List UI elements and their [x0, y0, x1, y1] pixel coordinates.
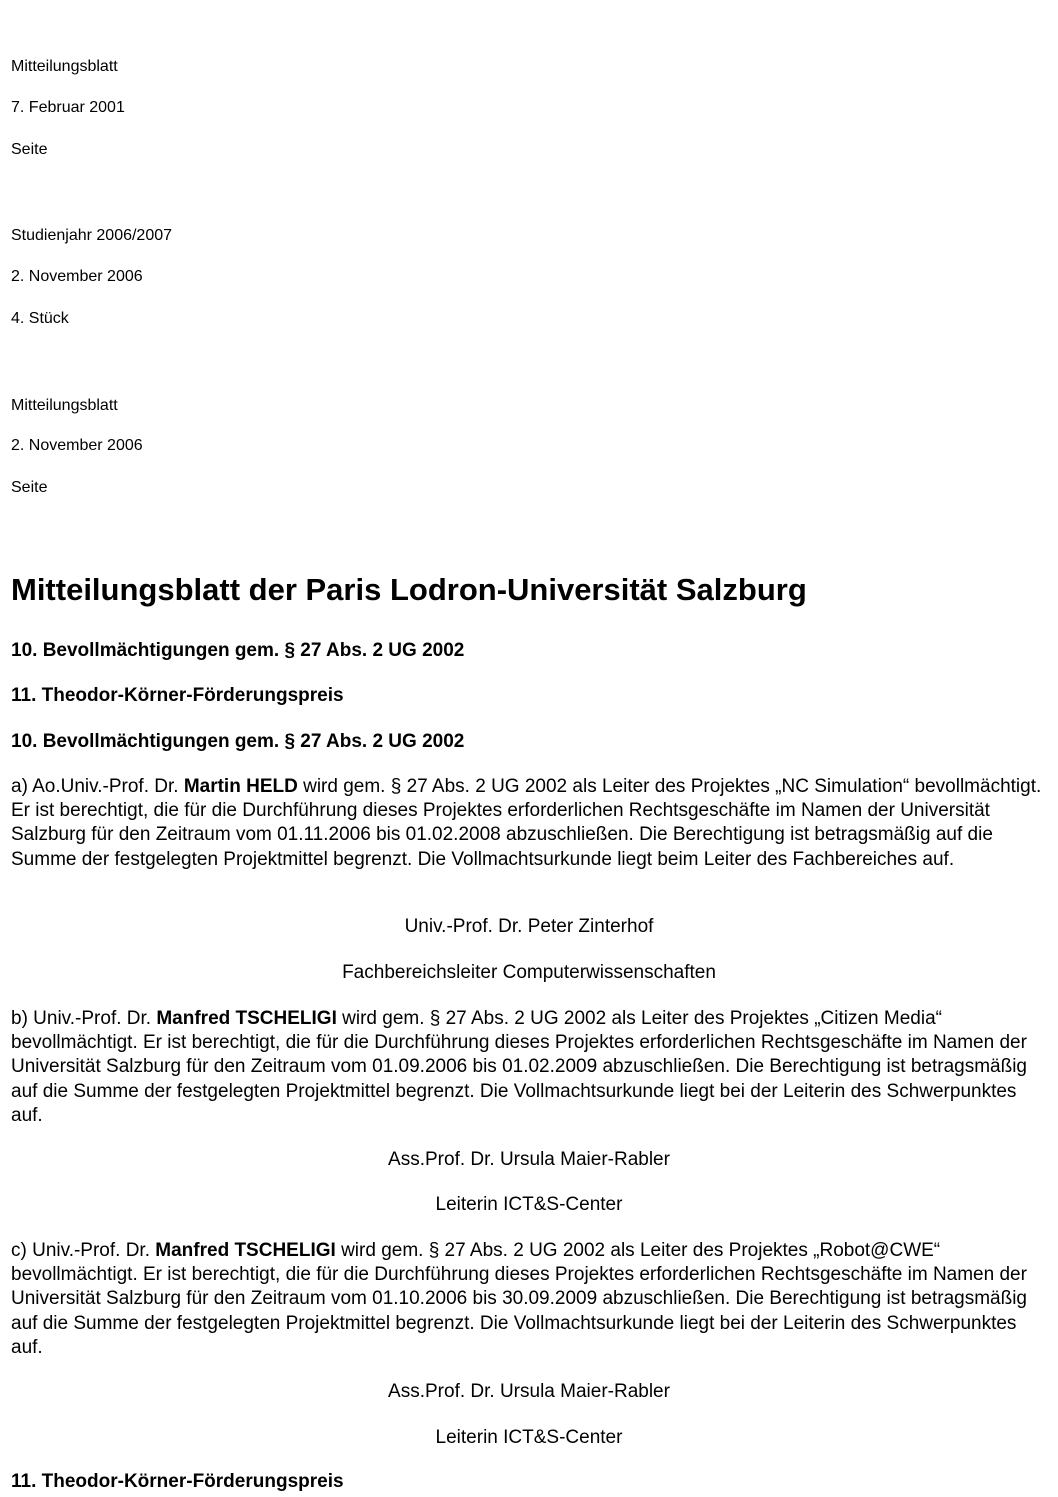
- paragraph-a-text: wird gem. § 27 Abs. 2 UG 2002 als Leiter des Projektes „NC Simulation“ bevollmächtigt. Er ist berechtigt, die für die Durchführung dieses Projektes erforderlichen Rechtsgeschäfte im Namen der Universität Salzburg für den Zeitraum vom 01.11.2006 bis 01.02.2008 abzuschließen. Die Berechtigung ist betragsmäßig auf die Summe der festgelegten Projektmittel begrenzt. Die Vollmachtsurkunde liegt beim Leiter des Fachbereiches auf.: [11, 776, 1042, 870]
- section-10-heading: 10. Bevollmächtigungen gem. § 27 Abs. 2 UG 2002: [11, 731, 465, 752]
- header-2-study-year: Studienjahr 2006/2007: [11, 227, 173, 244]
- header-1-publication: Mitteilungsblatt: [11, 58, 118, 75]
- header-2-date: 2. November 2006: [11, 268, 143, 285]
- header-2-issue: 4. Stück: [11, 310, 69, 327]
- signer-a-name: Univ.-Prof. Dr. Peter Zinterhof: [404, 916, 654, 937]
- page-title: Mitteilungsblatt der Paris Lodron-Universität Salzburg: [11, 572, 807, 607]
- paragraph-c-name: Manfred TSCHELIGI: [155, 1240, 336, 1261]
- toc-item-10: 10. Bevollmächtigungen gem. § 27 Abs. 2 UG 2002: [11, 640, 465, 661]
- signer-b-role: Leiterin ICT&S-Center: [435, 1194, 623, 1215]
- paragraph-b-prefix: b) Univ.-Prof. Dr.: [11, 1008, 157, 1029]
- paragraph-b-name: Manfred TSCHELIGI: [156, 1008, 337, 1029]
- paragraph-c-prefix: c) Univ.-Prof. Dr.: [11, 1240, 156, 1261]
- header-3-date: 2. November 2006: [11, 437, 143, 454]
- header-3-publication: Mitteilungsblatt: [11, 397, 118, 414]
- signer-c-role: Leiterin ICT&S-Center: [435, 1427, 623, 1448]
- paragraph-a: [11, 775, 1051, 872]
- paragraph-a-prefix: a) Ao.Univ.-Prof. Dr.: [11, 776, 184, 797]
- paragraph-b: [11, 1007, 1051, 1128]
- section-11-heading: 11. Theodor-Körner-Förderungspreis: [11, 1471, 344, 1492]
- paragraph-b-text: wird gem. § 27 Abs. 2 UG 2002 als Leiter des Projektes „Citizen Media“ bevollmächtigt. Er ist berechtigt, die für die Durchführung dieses Projektes erforderlichen Rechtsgeschäfte im Namen der Universität Salzburg für den Zeitraum vom 01.09.2006 bis 01.02.2009 abzuschließen. Die Berechtigung ist betragsmäßig auf die Summe der festgelegten Projektmittel begrenzt. Die Vollmachtsurkunde liegt bei der Leiterin des Schwerpunktes auf.: [11, 1008, 1027, 1126]
- paragraph-c-text: wird gem. § 27 Abs. 2 UG 2002 als Leiter des Projektes „Robot@CWE“ bevollmächtigt. Er ist berechtigt, die für die Durchführung dieses Projektes erforderlichen Rechtsgeschäfte im Namen der Universität Salzburg für den Zeitraum vom 01.10.2006 bis 30.09.2009 abzuschließen. Die Berechtigung ist betragsmäßig auf die Summe der festgelegten Projektmittel begrenzt. Die Vollmachtsurkunde liegt bei der Leiterin des Schwerpunktes auf.: [11, 1240, 1027, 1358]
- toc-item-11: 11. Theodor-Körner-Förderungspreis: [11, 685, 344, 706]
- signer-b-name: Ass.Prof. Dr. Ursula Maier-Rabler: [388, 1149, 670, 1170]
- header-3-page-label: Seite: [11, 479, 48, 496]
- signer-a-role: Fachbereichsleiter Computerwissenschaften: [342, 962, 716, 983]
- paragraph-a-name: Martin HELD: [183, 776, 298, 797]
- header-1-date: 7. Februar 2001: [11, 99, 125, 116]
- paragraph-c: [11, 1239, 1051, 1360]
- header-1-page-label: Seite: [11, 141, 48, 158]
- signer-c-name: Ass.Prof. Dr. Ursula Maier-Rabler: [388, 1381, 670, 1402]
